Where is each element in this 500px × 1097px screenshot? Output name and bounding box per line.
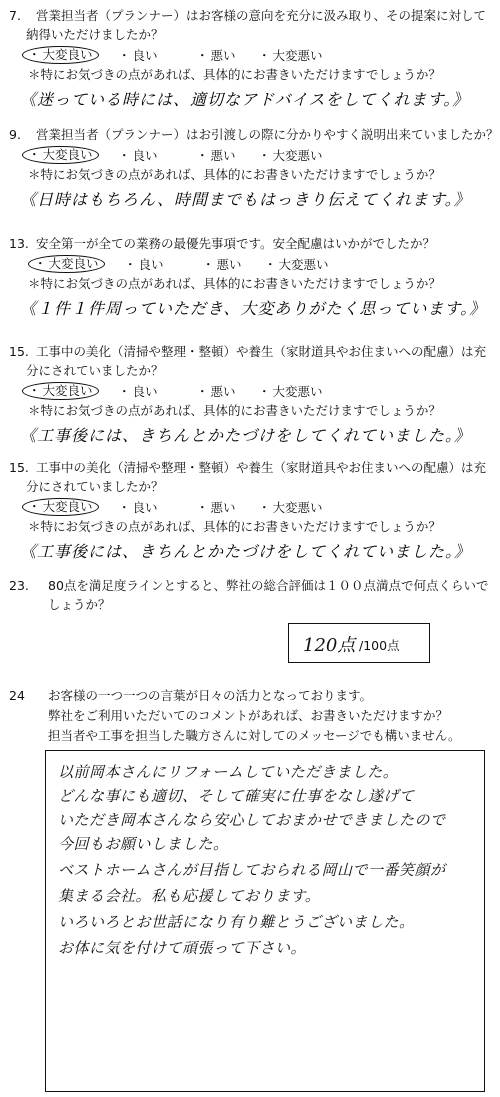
rating-option-3[interactable] (196, 148, 236, 164)
rating-option-1[interactable] (22, 382, 99, 400)
handwritten-comment-line: 以前岡本さんにリフォームしていただきました。 (58, 763, 399, 781)
rating-option-4[interactable] (258, 384, 323, 400)
bullet-icon: ・ (264, 257, 277, 272)
question-number: 23. (9, 578, 29, 593)
bullet-icon: ・ (118, 500, 131, 515)
rating-option-1[interactable] (28, 255, 105, 273)
score-suffix: /100点 (359, 638, 400, 653)
rating-option-label: 良い (132, 148, 158, 163)
rating-option-label: 悪い (210, 148, 236, 163)
rating-option-label: 大変悪い (278, 257, 329, 272)
rating-option-3[interactable] (202, 257, 242, 273)
rating-option-2[interactable] (118, 48, 158, 64)
comment-box (45, 750, 485, 1092)
rating-option-label: 大変悪い (272, 48, 323, 63)
question-text: 分にされていましたか？ (26, 363, 164, 378)
rating-option-1[interactable] (22, 146, 99, 164)
bullet-icon: ・ (196, 384, 209, 399)
rating-option-label: 良い (138, 257, 164, 272)
question-text: 工事中の美化（清掃や整理・整頓）や養生（家財道具やお住まいへの配慮）は充 (36, 460, 487, 475)
note-prompt: ＊特にお気づきの点があれば、具体的にお書きいただけますでしょうか？ (28, 67, 441, 82)
handwritten-score: 120点 (303, 635, 356, 656)
bullet-icon: ・ (118, 384, 131, 399)
rating-option-2[interactable] (124, 257, 164, 273)
rating-option-1[interactable] (22, 46, 99, 64)
question-text: 80点を満足度ラインとすると、弊社の総合評価は１００点満点で何点くらいで (48, 578, 489, 593)
bullet-icon: ・ (196, 48, 209, 63)
bullet-icon: ・ (196, 148, 209, 163)
handwritten-comment-line: いただき岡本さんなら安心しておまかせできましたので (58, 811, 446, 829)
bullet-icon: ・ (28, 147, 41, 162)
question-number: 24 (9, 688, 25, 703)
rating-option-label: 悪い (210, 384, 236, 399)
rating-option-4[interactable] (258, 48, 323, 64)
bullet-icon: ・ (124, 257, 137, 272)
rating-option-4[interactable] (258, 148, 323, 164)
rating-option-2[interactable] (118, 500, 158, 516)
question-text: 工事中の美化（清掃や整理・整頓）や養生（家財道具やお住まいへの配慮）は充 (36, 344, 487, 359)
rating-option-label: 良い (132, 384, 158, 399)
bullet-icon: ・ (258, 148, 271, 163)
rating-option-label: 大変良い (42, 499, 93, 514)
bullet-icon: ・ (258, 48, 271, 63)
rating-option-label: 大変良い (48, 256, 99, 271)
rating-option-3[interactable] (196, 500, 236, 516)
handwritten-comment-line: どんな事にも適切、そして確実に仕事をなし遂げて (58, 787, 415, 805)
rating-option-label: 良い (132, 48, 158, 63)
question-text: 納得いただけましたか？ (26, 27, 164, 42)
rating-option-label: 悪い (210, 500, 236, 515)
question-text: お客様の一つ一つの言葉が日々の活力となっております。 (48, 688, 373, 703)
bullet-icon: ・ (28, 47, 41, 62)
rating-option-label: 悪い (216, 257, 242, 272)
bullet-icon: ・ (258, 500, 271, 515)
question-text: 分にされていましたか？ (26, 479, 164, 494)
question-number: 7. (9, 8, 21, 23)
bullet-icon: ・ (196, 500, 209, 515)
handwritten-comment-line: 集まる会社。私も応援しております。 (58, 887, 321, 905)
question-number: 15. (9, 460, 29, 475)
question-text: 営業担当者（プランナー）はお引渡しの際に分かりやすく説明出来ていましたか？ (36, 127, 499, 142)
rating-option-4[interactable] (258, 500, 323, 516)
handwritten-comment: 《１件１件周っていただき、大変ありがたく思っています。》 (20, 299, 487, 318)
question-text: 担当者や工事を担当した職方さんに対してのメッセージでも構いません。 (48, 728, 461, 743)
bullet-icon: ・ (258, 384, 271, 399)
handwritten-comment-line: 今回もお願いしました。 (58, 835, 229, 853)
rating-option-3[interactable] (196, 48, 236, 64)
bullet-icon: ・ (28, 383, 41, 398)
rating-option-label: 良い (132, 500, 158, 515)
handwritten-comment-line: いろいろとお世話になり有り難とうございました。 (58, 913, 415, 931)
question-text: 営業担当者（プランナー）はお客様の意向を充分に汲み取り、その提案に対して (36, 8, 487, 23)
bullet-icon: ・ (34, 256, 47, 271)
note-prompt: ＊特にお気づきの点があれば、具体的にお書きいただけますでしょうか？ (28, 519, 441, 534)
bullet-icon: ・ (202, 257, 215, 272)
question-number: 9. (9, 127, 21, 142)
rating-option-1[interactable] (22, 498, 99, 516)
rating-option-2[interactable] (118, 148, 158, 164)
question-text: しょうか？ (48, 597, 111, 612)
rating-option-2[interactable] (118, 384, 158, 400)
question-text: 弊社をご利用いただいてのコメントがあれば、お書きいただけますか？ (48, 708, 449, 723)
bullet-icon: ・ (118, 148, 131, 163)
question-number: 15. (9, 344, 29, 359)
question-number: 13. (9, 236, 29, 251)
note-prompt: ＊特にお気づきの点があれば、具体的にお書きいただけますでしょうか？ (28, 403, 441, 418)
question-text: 安全第一が全ての業務の最優先事項です。安全配慮はいかがでしたか？ (36, 236, 436, 251)
note-prompt: ＊特にお気づきの点があれば、具体的にお書きいただけますでしょうか？ (28, 276, 441, 291)
rating-option-label: 大変悪い (272, 148, 323, 163)
rating-option-4[interactable] (264, 257, 329, 273)
rating-option-label: 大変悪い (272, 384, 323, 399)
handwritten-comment-line: お体に気を付けて頑張って下さい。 (58, 939, 307, 957)
handwritten-comment: 《日時はもちろん、時間までもはっきり伝えてくれます。》 (20, 190, 471, 209)
rating-option-3[interactable] (196, 384, 236, 400)
rating-option-label: 大変良い (42, 47, 93, 62)
score-box (288, 623, 430, 663)
bullet-icon: ・ (28, 499, 41, 514)
note-prompt: ＊特にお気づきの点があれば、具体的にお書きいただけますでしょうか？ (28, 167, 441, 182)
rating-option-label: 悪い (210, 48, 236, 63)
bullet-icon: ・ (118, 48, 131, 63)
rating-option-label: 大変良い (42, 147, 93, 162)
handwritten-comment: 《迷っている時には、適切なアドバイスをしてくれます。》 (20, 90, 470, 109)
handwritten-comment-line: ベストホームさんが目指しておられる岡山で一番笑顔が (58, 861, 446, 879)
rating-option-label: 大変良い (42, 383, 93, 398)
rating-option-label: 大変悪い (272, 500, 323, 515)
handwritten-comment: 《工事後には、きちんとかたづけをしてくれていました。》 (20, 426, 472, 445)
handwritten-comment: 《工事後には、きちんとかたづけをしてくれていました。》 (20, 542, 472, 561)
